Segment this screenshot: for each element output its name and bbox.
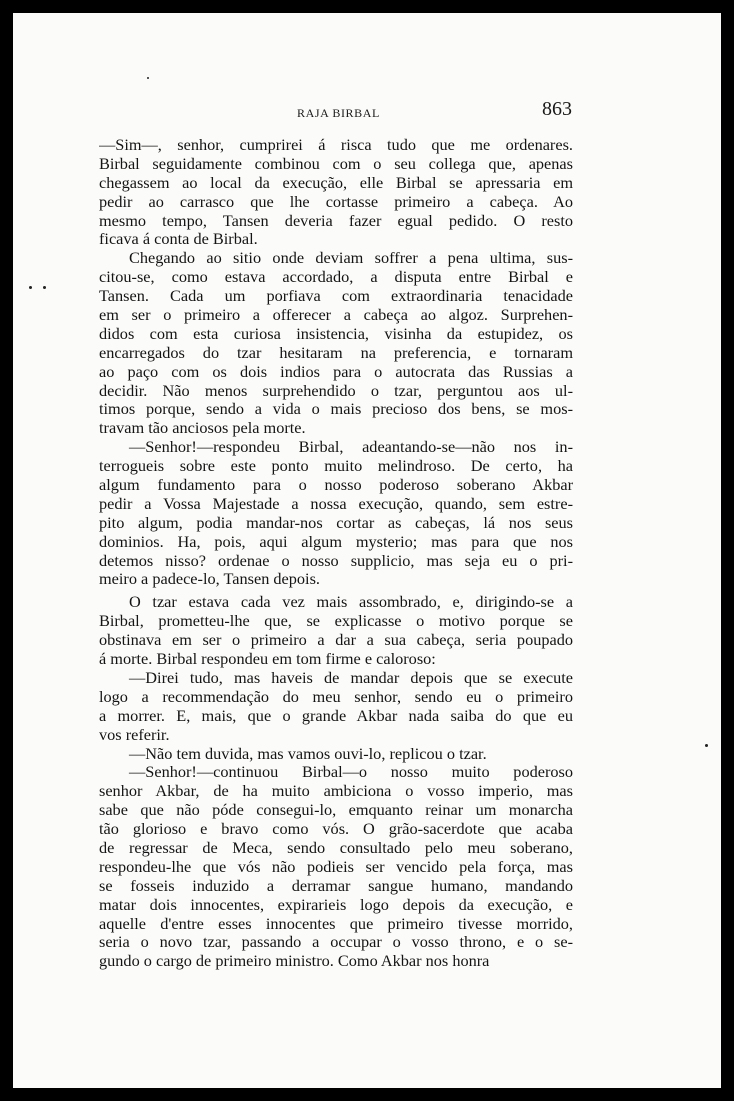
- text-line: vos referir.: [99, 725, 170, 744]
- text-line: meiro a padece-lo, Tansen depois.: [99, 570, 320, 589]
- text-line: encarregados do tzar hesitaram na preferencia, e tornaram: [99, 343, 573, 362]
- text-line: Birbal seguidamente combinou com o seu collega que, apenas: [99, 154, 573, 173]
- text-line: —Sim—, senhor, cumprirei á risca tudo que me ordenares.: [99, 136, 573, 154]
- margin-dot: [29, 286, 32, 289]
- paragraph: [99, 669, 573, 745]
- text-line: O tzar estava cada vez mais assombrado, e, dirigindo-se a: [129, 593, 573, 612]
- text-line: dominios. Ha, pois, aqui algum mysterio; mas para que nos: [99, 532, 573, 551]
- paragraph: [99, 763, 573, 971]
- text-line: pedir ao carrasco que lhe cortasse primeiro a cabeça. Ao: [99, 192, 573, 211]
- margin-dot: [705, 744, 708, 747]
- text-line: —Senhor!—respondeu Birbal, adeantando-se—não nos in-: [129, 438, 573, 457]
- paragraph: [99, 593, 573, 669]
- text-line: aquelle d'entre esses innocentes que primeiro tivesse morrido,: [99, 914, 573, 933]
- text-line: citou-se, como estava accordado, a disputa entre Birbal e: [99, 268, 573, 287]
- text-line: tão glorioso e bravo como vós. O grão-sacerdote que acaba: [99, 820, 573, 839]
- text-line: seria o novo tzar, passando a occupar o vosso throno, e o se-: [99, 933, 573, 952]
- text-line: de regressar de Meca, sendo consultado pelo meu soberano,: [99, 838, 573, 857]
- text-line: —Não tem duvida, mas vamos ouvi-lo, replicou o tzar.: [129, 744, 487, 763]
- paragraph: [99, 136, 573, 249]
- text-line: didos com esta curiosa insistencia, visinha da estupidez, os: [99, 324, 573, 343]
- text-line: obstinava em ser o primeiro a dar a sua cabeça, seria poupado: [99, 631, 573, 650]
- text-line: Tansen. Cada um porfiava com extraordinaria tenacidade: [99, 287, 573, 306]
- page-header: [13, 96, 721, 126]
- text-line: detemos nisso? ordenae o nosso supplicio, mas seja eu o pri-: [99, 551, 573, 570]
- text-line: chegassem ao local da execução, elle Birbal se apressaria em: [99, 173, 573, 192]
- paragraph: [99, 249, 573, 438]
- text-line: algum fundamento para o nosso poderoso soberano Akbar: [99, 476, 573, 495]
- text-line: senhor Akbar, de ha muito ambiciona o vosso imperio, mas: [99, 782, 573, 801]
- running-head: RAJA BIRBAL: [297, 106, 380, 120]
- text-line: ao paço com os dois indios para o autocrata das Russias a: [99, 362, 573, 381]
- text-line: sabe que não póde consegui-lo, emquanto reinar um monarcha: [99, 801, 573, 820]
- text-line: Birbal, prometteu-lhe que, se explicasse o motivo porque se: [99, 612, 573, 631]
- text-line: matar dois innocentes, expirarieis logo depois da execução, e: [99, 895, 573, 914]
- text-line: decidir. Não menos surprehendido o tzar, perguntou aos ul-: [99, 381, 573, 400]
- text-line: pito algum, podia mandar-nos cortar as cabeças, lá nos seus: [99, 513, 573, 532]
- text-line: respondeu-lhe que vós não podieis ser vencido pela força, mas: [99, 857, 573, 876]
- margin-dot: [43, 286, 46, 289]
- text-line: á morte. Birbal respondeu em tom firme e caloroso:: [99, 650, 436, 669]
- text-line: ficava á conta de Birbal.: [99, 230, 258, 249]
- text-line: em ser o primeiro a offerecer a cabeça ao algoz. Surprehen-: [99, 306, 573, 325]
- margin-dot: [147, 77, 149, 79]
- text-line: pedir a Vossa Majestade a nossa execução, quando, sem estre-: [99, 494, 573, 513]
- text-line: terrogueis sobre este ponto muito melindroso. De certo, ha: [99, 457, 573, 476]
- text-line: —Senhor!—continuou Birbal—o nosso muito poderoso: [129, 763, 573, 782]
- book-page: [13, 13, 721, 1088]
- text-line: Chegando ao sitio onde deviam soffrer a pena ultima, sus-: [129, 249, 573, 268]
- text-line: —Direi tudo, mas haveis de mandar depois que se execute: [129, 668, 573, 687]
- text-line: travam tão anciosos pela morte.: [99, 419, 306, 438]
- text-line: se fosseis induzido a derramar sangue humano, mandando: [99, 876, 573, 895]
- text-line: logo a recommendação do meu senhor, sendo eu o primeiro: [99, 687, 573, 706]
- text-line: timos porque, sendo a vida o mais precioso dos bens, se mos-: [99, 400, 573, 419]
- body-text: [99, 136, 573, 971]
- paragraph: [99, 438, 573, 589]
- text-line: gundo o cargo de primeiro ministro. Como Akbar nos honra: [99, 952, 490, 971]
- text-line: mesmo tempo, Tansen deveria fazer egual pedido. O resto: [99, 211, 573, 230]
- text-line: a morrer. E, mais, que o grande Akbar nada saiba do que eu: [99, 706, 573, 725]
- paragraph: [99, 745, 573, 764]
- page-number: 863: [542, 98, 572, 120]
